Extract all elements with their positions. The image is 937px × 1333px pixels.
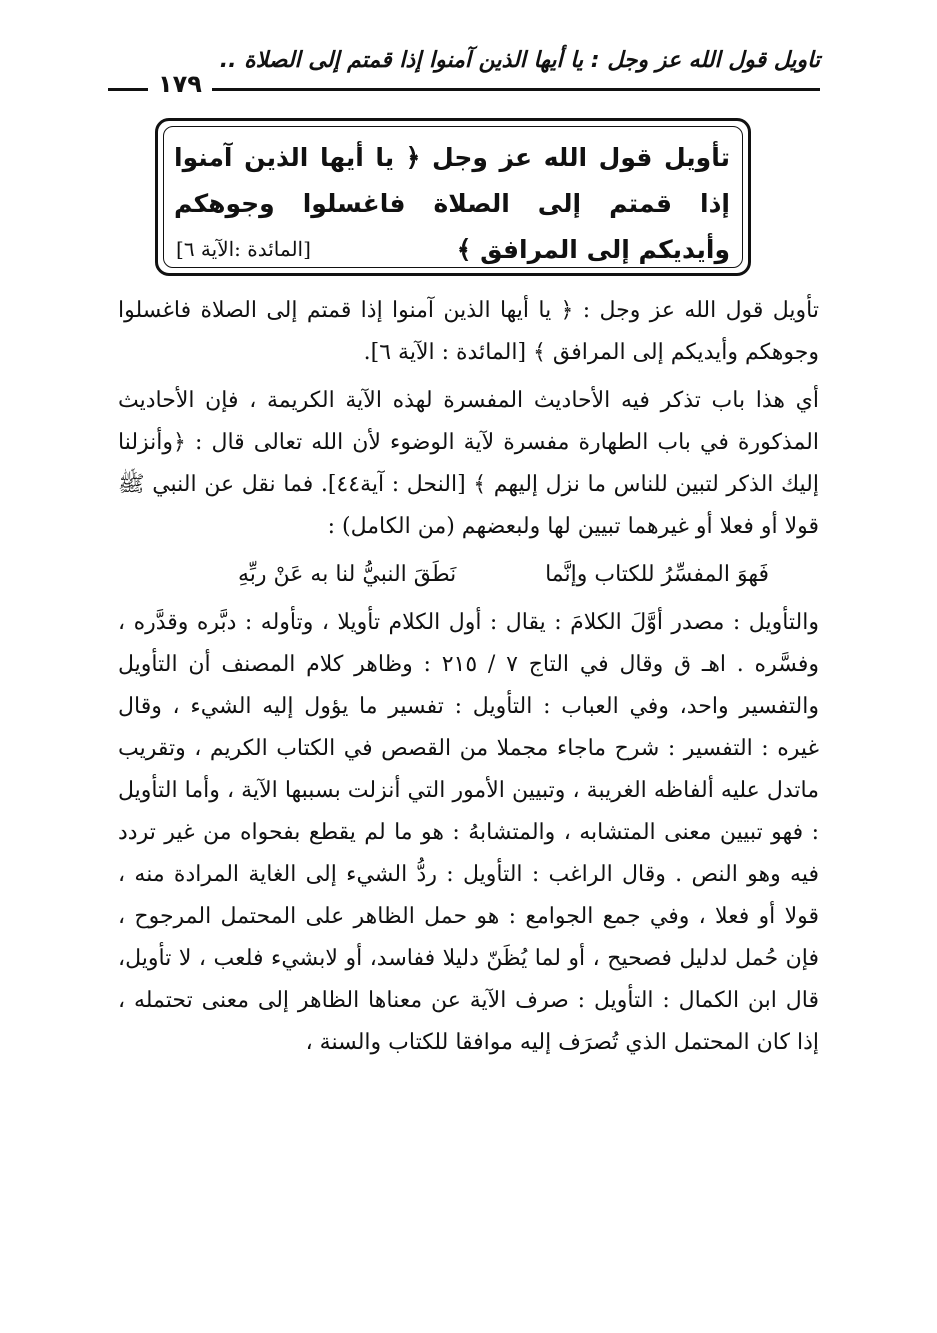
paragraph-intro: تأويل قول الله عز وجل : ﴿ يا أيها الذين آمنوا إذا قمتم إلى الصلاة فاغسلوا وجوهكم وأيديكم إلى المرافق ﴾ [المائدة : الآية ٦].	[118, 298, 819, 365]
verse-second-hemistich: نَطَقَ النبيُّ لنا به عَنْ ربِّهِ	[238, 562, 457, 587]
heading-citation: [المائدة :الآية ٦]	[176, 237, 311, 261]
chapter-heading: تأويل قول الله عز وجل ﴿ يا أيها الذين آمنوا إذا قمتم إلى الصلاة فاغسلوا وجوهكم وأيديكم إلى المرافق ﴾	[174, 143, 730, 264]
page-number: ١٧٩	[148, 70, 212, 98]
verse-first-hemistich: فَهوَ المفسِّرُ للكتاب وإنَّما	[545, 562, 769, 587]
paragraph-tawil-definition: والتأويل : مصدر أوَّلَ الكلامَ : يقال : أول الكلام تأويلا ، وتأوله : دبَّره وقدَّره ، وفسَّره . اهـ ق وقال في التاج ٧ / ٢١٥ : وظاهر كلام المصنف أن التأويل والتفسير واحد، وفي العباب : التأويل : تفسير ما يؤول إليه الشيء ، وقال غيره : التفسير : شرح ماجاء مجملا من القصص في الكتاب الكريم ، وتقريب ماتدل عليه ألفاظه الغريبة ، وتبيين الأمور التي أنزلت بسببها الآية ، وأما التأويل : فهو تبيين معنى المتشابه ، والمتشابهُ : هو ما لم يقطع بفحواه من غير تردد فيه وهو النص . وقال الراغب : التأويل : ردُّ الشيء إلى الغاية المرادة منه ، قولا أو فعلا ، وفي جمع الجوامع : هو حمل الظاهر على المحتمل المرجوح ، فإن حُمل لدليل فصحيح ، أو لما يُظَنّ دليلا ففاسد، أو لابشيء فلعب ، لا تأويل، قال ابن الكمال : التأويل : صرف الآية عن معناها الظاهر إلى معنى تحتمله ، إذا كان المحتمل الذي تُصرَف إليه موافقا للكتاب والسنة ،	[118, 610, 819, 1055]
running-title: تاويل قول الله عز وجل : يا أيها الذين آمنوا إذا قمتم إلى الصلاة ..	[219, 48, 820, 73]
running-header	[108, 48, 820, 100]
header-rule	[108, 88, 820, 91]
chapter-heading-box	[155, 118, 751, 276]
poetry-verse	[118, 554, 819, 596]
paragraph-explanation: أي هذا باب تذكر فيه الأحاديث المفسرة لهذه الآية الكريمة ، فإن الأحاديث المذكورة في باب الطهارة مفسرة لآية الوضوء لأن الله تعالى قال : ﴿وأنزلنا إليك الذكر لتبين للناس ما نزل إليهم ﴾ [النحل : آية٤٤]. فما نقل عن النبي ﷺ قولا أو فعلا أو غيرهما تبيين لها ولبعضهم (من الكامل) :	[118, 388, 819, 539]
body-text	[118, 290, 819, 1070]
